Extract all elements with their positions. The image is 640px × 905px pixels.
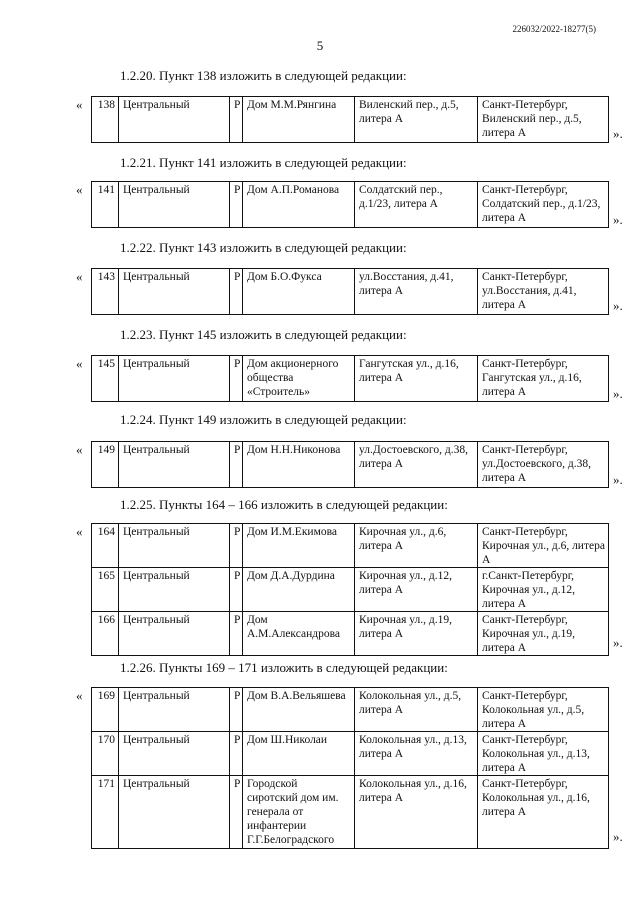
table-row bbox=[92, 442, 609, 488]
table-row bbox=[92, 612, 609, 656]
category-cell: Р bbox=[230, 97, 243, 143]
opening-quote: « bbox=[76, 524, 83, 539]
district-cell: Центральный bbox=[119, 269, 230, 315]
address-cell: Колокольная ул., д.5, литера А bbox=[355, 688, 478, 732]
item-number: 170 bbox=[92, 732, 119, 776]
category-cell: Р bbox=[230, 776, 243, 849]
register-table bbox=[91, 96, 609, 143]
address-cell: Кирочная ул., д.6, литера А bbox=[355, 524, 478, 568]
opening-quote: « bbox=[76, 356, 83, 371]
table-row bbox=[92, 732, 609, 776]
category-cell: Р bbox=[230, 269, 243, 315]
district-cell: Центральный bbox=[119, 356, 230, 402]
table-row bbox=[92, 568, 609, 612]
address-cell: Солдатский пер., д.1/23, литера А bbox=[355, 182, 478, 228]
table-row bbox=[92, 688, 609, 732]
closing-quote: ». bbox=[613, 386, 623, 401]
amendment-heading: 1.2.22. Пункт 143 изложить в следующей редакции: bbox=[120, 240, 407, 255]
opening-quote: « bbox=[76, 442, 83, 457]
object-name-cell: Дом Ш.Николаи bbox=[243, 732, 355, 776]
table-row bbox=[92, 97, 609, 143]
district-cell: Центральный bbox=[119, 568, 230, 612]
closing-quote: ». bbox=[613, 298, 623, 313]
full-address-cell: Санкт-Петербург, Виленский пер., д.5, литера А bbox=[478, 97, 609, 143]
object-name-cell: Дом И.М.Екимова bbox=[243, 524, 355, 568]
full-address-cell: Санкт-Петербург, Колокольная ул., д.5, литера А bbox=[478, 688, 609, 732]
closing-quote: ». bbox=[613, 126, 623, 141]
address-cell: Колокольная ул., д.13, литера А bbox=[355, 732, 478, 776]
full-address-cell: Санкт-Петербург, Кирочная ул., д.6, литера А bbox=[478, 524, 609, 568]
opening-quote: « bbox=[76, 688, 83, 703]
full-address-cell: Санкт-Петербург, Солдатский пер., д.1/23, литера А bbox=[478, 182, 609, 228]
table-row bbox=[92, 356, 609, 402]
table-row bbox=[92, 524, 609, 568]
category-cell: Р bbox=[230, 732, 243, 776]
document-registration-number: 226032/2022-18277(5) bbox=[512, 24, 596, 34]
item-number: 145 bbox=[92, 356, 119, 402]
object-name-cell: Дом акционерного общества «Строитель» bbox=[243, 356, 355, 402]
category-cell: Р bbox=[230, 356, 243, 402]
full-address-cell: Санкт-Петербург, ул.Восстания, д.41, литера А bbox=[478, 269, 609, 315]
closing-quote: ». bbox=[613, 829, 623, 844]
object-name-cell: Дом Б.О.Фукса bbox=[243, 269, 355, 315]
category-cell: Р bbox=[230, 612, 243, 656]
closing-quote: ». bbox=[613, 212, 623, 227]
closing-quote: ». bbox=[613, 635, 623, 650]
district-cell: Центральный bbox=[119, 524, 230, 568]
table-row bbox=[92, 776, 609, 849]
amendment-heading: 1.2.20. Пункт 138 изложить в следующей редакции: bbox=[120, 68, 407, 83]
item-number: 171 bbox=[92, 776, 119, 849]
district-cell: Центральный bbox=[119, 732, 230, 776]
district-cell: Центральный bbox=[119, 688, 230, 732]
full-address-cell: Санкт-Петербург, Колокольная ул., д.13, литера А bbox=[478, 732, 609, 776]
item-number: 169 bbox=[92, 688, 119, 732]
object-name-cell: Дом М.М.Рянгина bbox=[243, 97, 355, 143]
category-cell: Р bbox=[230, 568, 243, 612]
full-address-cell: Санкт-Петербург, Колокольная ул., д.16, литера А bbox=[478, 776, 609, 849]
full-address-cell: Санкт-Петербург, Гангутская ул., д.16, литера А bbox=[478, 356, 609, 402]
amendment-heading: 1.2.23. Пункт 145 изложить в следующей редакции: bbox=[120, 327, 407, 342]
closing-quote: ». bbox=[613, 472, 623, 487]
district-cell: Центральный bbox=[119, 442, 230, 488]
amendment-heading: 1.2.25. Пункты 164 – 166 изложить в следующей редакции: bbox=[120, 497, 448, 512]
register-table bbox=[91, 268, 609, 315]
object-name-cell: Дом Д.А.Дурдина bbox=[243, 568, 355, 612]
address-cell: ул.Достоевского, д.38, литера А bbox=[355, 442, 478, 488]
object-name-cell: Городской сиротский дом им. генерала от инфантерии Г.Г.Белоградского bbox=[243, 776, 355, 849]
amendment-heading: 1.2.24. Пункт 149 изложить в следующей редакции: bbox=[120, 412, 407, 427]
category-cell: Р bbox=[230, 688, 243, 732]
district-cell: Центральный bbox=[119, 182, 230, 228]
category-cell: Р bbox=[230, 182, 243, 228]
item-number: 165 bbox=[92, 568, 119, 612]
object-name-cell: Дом А.М.Александрова bbox=[243, 612, 355, 656]
register-table bbox=[91, 181, 609, 228]
opening-quote: « bbox=[76, 182, 83, 197]
register-table bbox=[91, 523, 609, 656]
amendment-heading: 1.2.26. Пункты 169 – 171 изложить в следующей редакции: bbox=[120, 660, 448, 675]
district-cell: Центральный bbox=[119, 776, 230, 849]
item-number: 138 bbox=[92, 97, 119, 143]
address-cell: Кирочная ул., д.12, литера А bbox=[355, 568, 478, 612]
table-row bbox=[92, 182, 609, 228]
item-number: 143 bbox=[92, 269, 119, 315]
register-table bbox=[91, 355, 609, 402]
register-table bbox=[91, 687, 609, 849]
address-cell: Кирочная ул., д.19, литера А bbox=[355, 612, 478, 656]
category-cell: Р bbox=[230, 442, 243, 488]
object-name-cell: Дом В.А.Вельяшева bbox=[243, 688, 355, 732]
page-number: 5 bbox=[316, 38, 324, 53]
address-cell: Колокольная ул., д.16, литера А bbox=[355, 776, 478, 849]
item-number: 141 bbox=[92, 182, 119, 228]
opening-quote: « bbox=[76, 97, 83, 112]
district-cell: Центральный bbox=[119, 97, 230, 143]
full-address-cell: Санкт-Петербург, Кирочная ул., д.19, литера А bbox=[478, 612, 609, 656]
object-name-cell: Дом Н.Н.Никонова bbox=[243, 442, 355, 488]
address-cell: Виленский пер., д.5, литера А bbox=[355, 97, 478, 143]
amendment-heading: 1.2.21. Пункт 141 изложить в следующей редакции: bbox=[120, 155, 407, 170]
item-number: 149 bbox=[92, 442, 119, 488]
table-row bbox=[92, 269, 609, 315]
category-cell: Р bbox=[230, 524, 243, 568]
full-address-cell: г.Санкт-Петербург, Кирочная ул., д.12, литера А bbox=[478, 568, 609, 612]
object-name-cell: Дом А.П.Романова bbox=[243, 182, 355, 228]
district-cell: Центральный bbox=[119, 612, 230, 656]
address-cell: Гангутская ул., д.16, литера А bbox=[355, 356, 478, 402]
full-address-cell: Санкт-Петербург, ул.Достоевского, д.38, литера А bbox=[478, 442, 609, 488]
opening-quote: « bbox=[76, 269, 83, 284]
item-number: 166 bbox=[92, 612, 119, 656]
address-cell: ул.Восстания, д.41, литера А bbox=[355, 269, 478, 315]
item-number: 164 bbox=[92, 524, 119, 568]
register-table bbox=[91, 441, 609, 488]
